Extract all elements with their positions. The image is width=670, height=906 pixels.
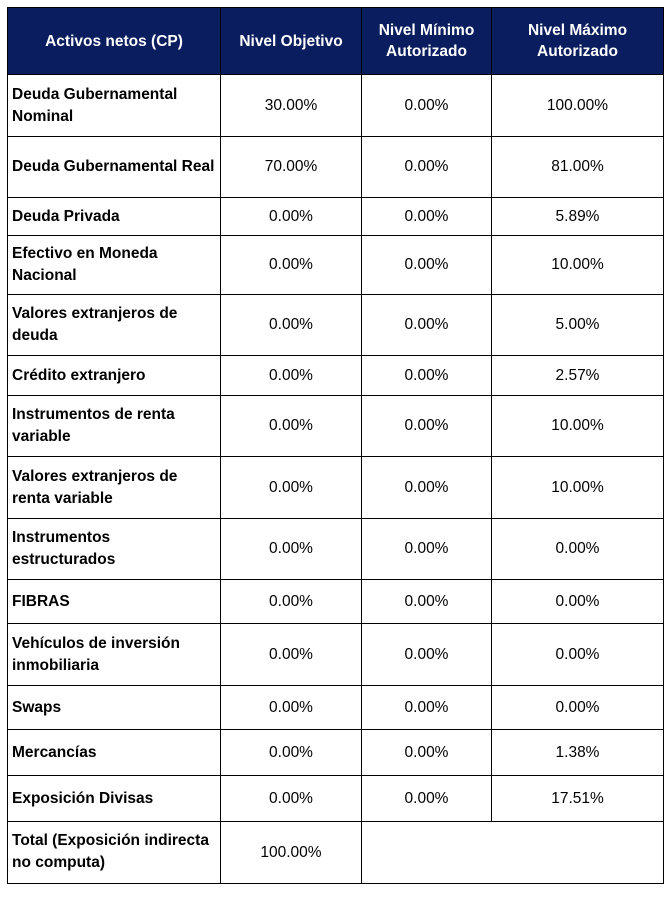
max-level: 5.00% bbox=[492, 295, 664, 356]
asset-name: Valores extranjeros de renta variable bbox=[8, 457, 221, 519]
table-row bbox=[8, 457, 664, 519]
min-level: 0.00% bbox=[362, 356, 492, 396]
total-row bbox=[8, 822, 664, 884]
max-level: 10.00% bbox=[492, 457, 664, 519]
min-level: 0.00% bbox=[362, 198, 492, 236]
table-body bbox=[8, 75, 664, 884]
table-row bbox=[8, 356, 664, 396]
max-level: 0.00% bbox=[492, 580, 664, 624]
table-row bbox=[8, 686, 664, 730]
min-level: 0.00% bbox=[362, 236, 492, 295]
min-level: 0.00% bbox=[362, 624, 492, 686]
max-level: 10.00% bbox=[492, 396, 664, 457]
header-asset: Activos netos (CP) bbox=[8, 8, 221, 75]
min-level: 0.00% bbox=[362, 396, 492, 457]
asset-name: Crédito extranjero bbox=[8, 356, 221, 396]
max-level: 1.38% bbox=[492, 730, 664, 776]
target-level: 0.00% bbox=[221, 730, 362, 776]
table-row bbox=[8, 580, 664, 624]
max-level: 17.51% bbox=[492, 776, 664, 822]
header-target-level: Nivel Objetivo bbox=[221, 8, 362, 75]
table-row bbox=[8, 198, 664, 236]
min-level: 0.00% bbox=[362, 519, 492, 580]
table-row bbox=[8, 295, 664, 356]
min-level: 0.00% bbox=[362, 75, 492, 137]
header-max-level: Nivel Máximo Autorizado bbox=[492, 8, 664, 75]
min-level: 0.00% bbox=[362, 776, 492, 822]
max-level: 0.00% bbox=[492, 686, 664, 730]
table-row bbox=[8, 730, 664, 776]
table-row bbox=[8, 624, 664, 686]
table-row bbox=[8, 75, 664, 137]
table-row bbox=[8, 137, 664, 198]
target-level: 30.00% bbox=[221, 75, 362, 137]
max-level: 2.57% bbox=[492, 356, 664, 396]
table-row bbox=[8, 519, 664, 580]
asset-name: Mercancías bbox=[8, 730, 221, 776]
table-header bbox=[8, 8, 664, 75]
header-min-level: Nivel Mínimo Autorizado bbox=[362, 8, 492, 75]
asset-name: Exposición Divisas bbox=[8, 776, 221, 822]
max-level: 10.00% bbox=[492, 236, 664, 295]
target-level: 0.00% bbox=[221, 624, 362, 686]
target-level: 0.00% bbox=[221, 776, 362, 822]
target-level: 70.00% bbox=[221, 137, 362, 198]
min-level: 0.00% bbox=[362, 295, 492, 356]
max-level: 100.00% bbox=[492, 75, 664, 137]
target-level: 0.00% bbox=[221, 356, 362, 396]
table-row bbox=[8, 236, 664, 295]
max-level: 0.00% bbox=[492, 624, 664, 686]
asset-name: Instrumentos de renta variable bbox=[8, 396, 221, 457]
asset-name: Deuda Gubernamental Real bbox=[8, 137, 221, 198]
asset-name: Valores extranjeros de deuda bbox=[8, 295, 221, 356]
asset-allocation-table-container bbox=[7, 7, 663, 884]
max-level: 5.89% bbox=[492, 198, 664, 236]
asset-allocation-table bbox=[7, 7, 664, 884]
max-level: 81.00% bbox=[492, 137, 664, 198]
asset-name: Deuda Gubernamental Nominal bbox=[8, 75, 221, 137]
table-row bbox=[8, 396, 664, 457]
target-level: 0.00% bbox=[221, 396, 362, 457]
asset-name: Vehículos de inversión inmobiliaria bbox=[8, 624, 221, 686]
asset-name: Deuda Privada bbox=[8, 198, 221, 236]
asset-name: Swaps bbox=[8, 686, 221, 730]
target-level: 0.00% bbox=[221, 198, 362, 236]
target-level: 0.00% bbox=[221, 295, 362, 356]
table-row bbox=[8, 776, 664, 822]
header-row bbox=[8, 8, 664, 75]
max-level: 0.00% bbox=[492, 519, 664, 580]
min-level: 0.00% bbox=[362, 137, 492, 198]
asset-name: Instrumentos estructurados bbox=[8, 519, 221, 580]
target-level: 0.00% bbox=[221, 519, 362, 580]
min-level: 0.00% bbox=[362, 686, 492, 730]
asset-name: FIBRAS bbox=[8, 580, 221, 624]
total-empty-cell bbox=[362, 822, 664, 884]
target-level: 0.00% bbox=[221, 457, 362, 519]
target-level: 0.00% bbox=[221, 686, 362, 730]
min-level: 0.00% bbox=[362, 730, 492, 776]
total-target-level: 100.00% bbox=[221, 822, 362, 884]
min-level: 0.00% bbox=[362, 580, 492, 624]
target-level: 0.00% bbox=[221, 580, 362, 624]
total-label: Total (Exposición indirecta no computa) bbox=[8, 822, 221, 884]
asset-name: Efectivo en Moneda Nacional bbox=[8, 236, 221, 295]
min-level: 0.00% bbox=[362, 457, 492, 519]
target-level: 0.00% bbox=[221, 236, 362, 295]
